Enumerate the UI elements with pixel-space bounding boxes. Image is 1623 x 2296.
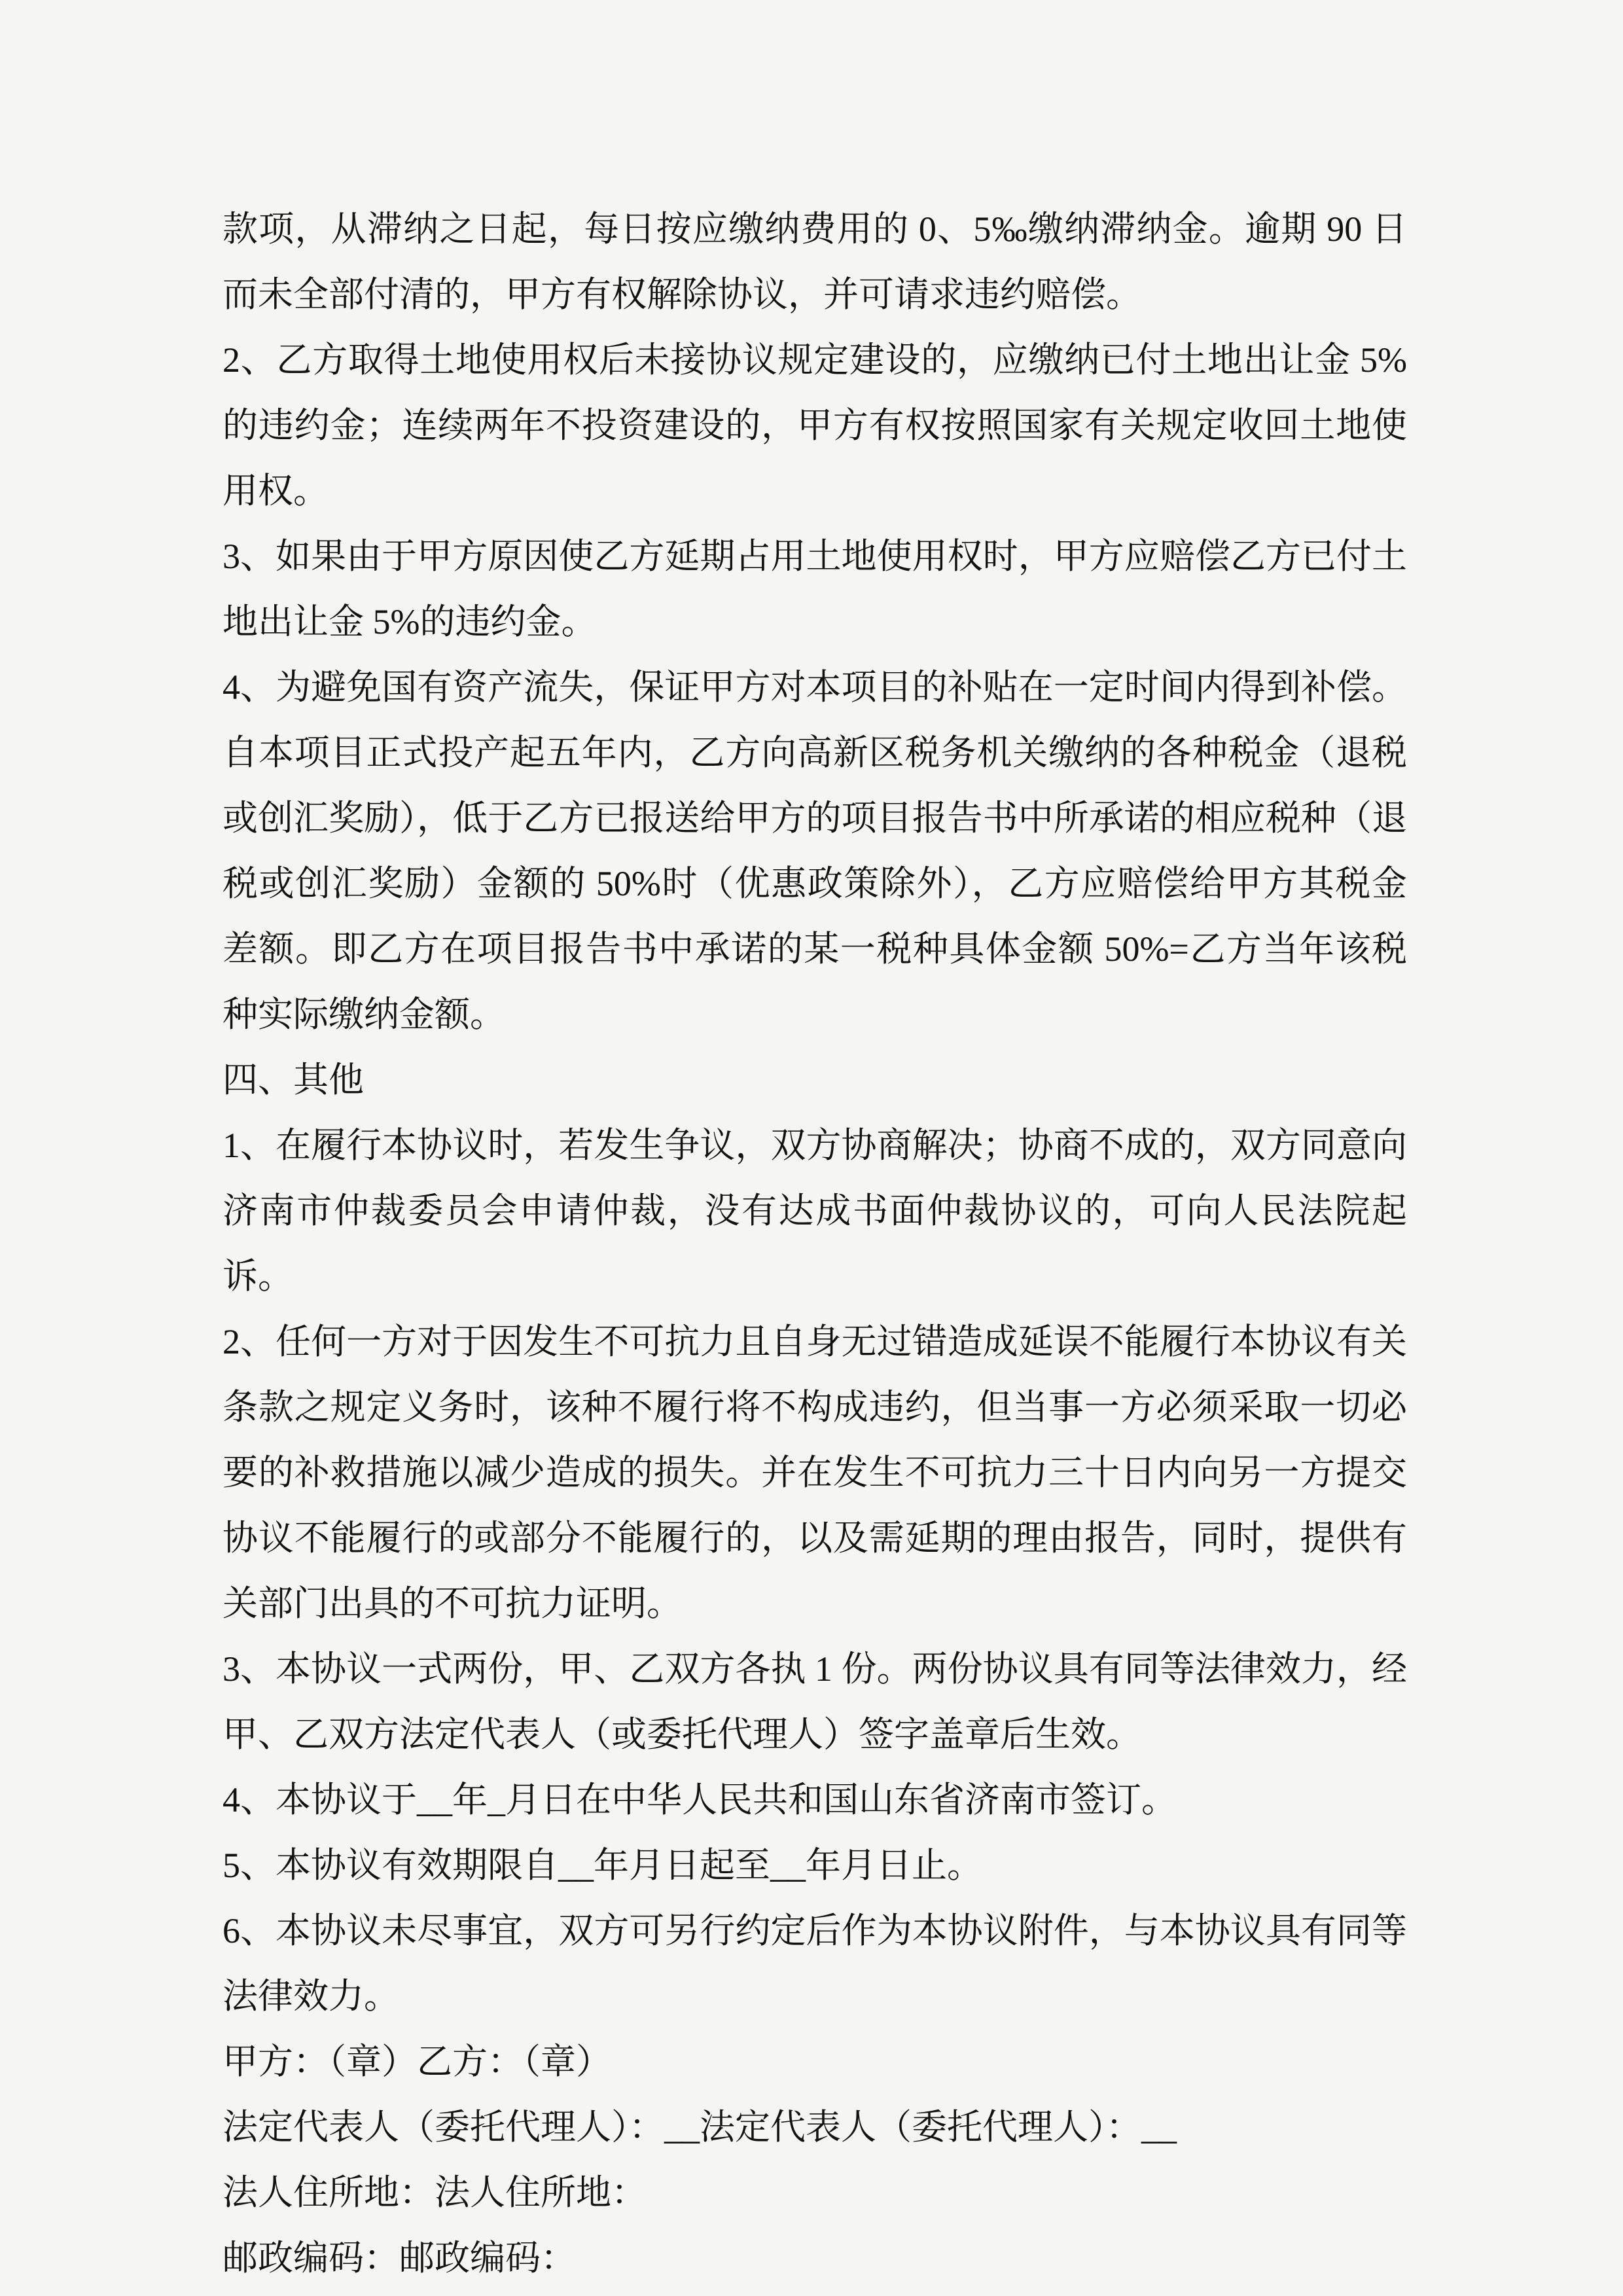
signature-postal-code-line: 邮政编码：邮政编码： xyxy=(223,2238,576,2278)
clause-other-2-force-majeure: 2、任何一方对于因发生不可抗力且自身无过错造成延误不能履行本协议有关条款之规定义务时，该种不履行将不构成违约，但当事一方必须采取一切必要的补救措施以减少造成的损失。并在发生不可抗力三十日内向另一方提交协议不能履行的或部分不能履行的，以及需延期的理由报告，同时，提供有关部门出具的不可抗力证明。 xyxy=(223,1322,1407,1623)
clause-other-3-duplicate-copies: 3、本协议一式两份，甲、乙双方各执 1 份。两份协议具有同等法律效力，经甲、乙双方法定代表人（或委托代理人）签字盖章后生效。 xyxy=(223,1649,1407,1754)
clause-4-tax-compensation: 4、为避免国有资产流失，保证甲方对本项目的补贴在一定时间内得到补偿。自本项目正式投产起五年内，乙方向高新区税务机关缴纳的各种税金（退税或创汇奖励），低于乙方已报送给甲方的项目报告书中所承诺的相应税种（退税或创汇奖励）金额的 50%时（优惠政策除外），乙方应赔偿给甲方其税金差额。即乙方在项目报告书中承诺的某一税种具体金额 50%=乙方当年该税种实际缴纳金额。 xyxy=(223,668,1407,1034)
signature-legal-address-line: 法人住所地：法人住所地： xyxy=(223,2173,647,2212)
clause-2-unbuilt-land-penalty: 2、乙方取得土地使用权后未接协议规定建设的，应缴纳已付土地出让金 5%的违约金；连续两年不投资建设的，甲方有权按照国家有关规定收回土地使用权。 xyxy=(223,340,1407,511)
clause-overdue-payment-continuation: 款项，从滞纳之日起，每日按应缴纳费用的 0、5‰缴纳滞纳金。逾期 90 日而未全部付清的，甲方有权解除协议，并可请求违约赔偿。 xyxy=(223,209,1407,314)
contract-text-block xyxy=(223,196,1407,2291)
signature-legal-representative-line: 法定代表人（委托代理人）：__法定代表人（委托代理人）：__ xyxy=(223,2108,1177,2147)
signature-party-seal-line: 甲方：（章）乙方：（章） xyxy=(223,2042,611,2081)
clause-other-1-dispute-resolution: 1、在履行本协议时，若发生争议，双方协商解决；协商不成的，双方同意向济南市仲裁委员会申请仲裁，没有达成书面仲裁协议的，可向人民法院起诉。 xyxy=(223,1126,1407,1296)
clause-3-delay-compensation: 3、如果由于甲方原因使乙方延期占用土地使用权时，甲方应赔偿乙方已付土地出让金 5%的违约金。 xyxy=(223,537,1407,641)
clause-other-6-appendix: 6、本协议未尽事宜，双方可另行约定后作为本协议附件，与本协议具有同等法律效力。 xyxy=(223,1911,1407,2016)
section-heading-others: 四、其他 xyxy=(223,1060,364,1100)
clause-other-5-validity-period: 5、本协议有效期限自__年月日起至__年月日止。 xyxy=(223,1846,982,1885)
clause-other-4-signing-place: 4、本协议于__年_月日在中华人民共和国山东省济南市签订。 xyxy=(223,1780,1177,1820)
